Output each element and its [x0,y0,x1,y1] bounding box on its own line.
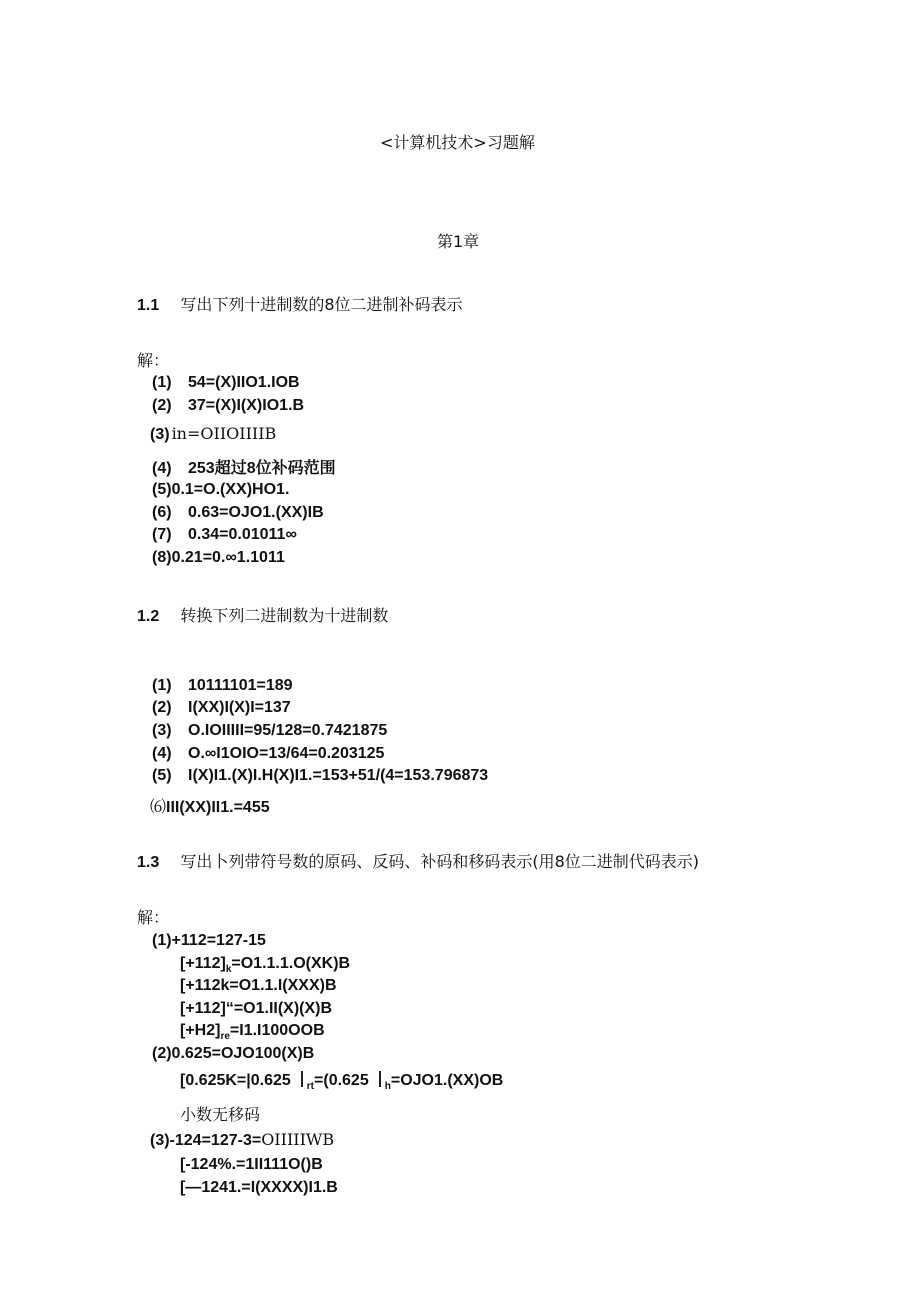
list-item: (1) 54=(X)IIO1.IOB [152,374,300,391]
solution-label: 解： [137,351,170,370]
list-item: (7) 0.34=0.01011∞ [152,526,297,543]
list-item: (5) I(X)I1.(X)I.H(X)I1.=153+51/(4=153.796873 [152,767,489,784]
vertical-bar [301,1071,303,1087]
list-item: (6) 0.63=OJO1.(XX)IB [152,504,324,521]
list-item: (3) in=OIIOIIIIB [150,424,277,443]
problem-2-line: [0.625K=|0.625 $_{rt}$=(0.625 $_h$=OJO1.(XX)OB [180,1072,504,1093]
problem-2-head: (2)0.625=OJO100(X)B [152,1045,315,1062]
problem-1-line: $[+112]_k=O1.1.1.O(XK)B$ [180,955,351,976]
list-item: (5)0.1=O.(XX)HO1. [152,481,290,498]
section-title: 转换下列二进制数为十进制数 [180,606,389,625]
problem-1-head: (1)+112=127-15 [152,932,266,949]
section-title: 写出下列十进制数的8位二进制补码表示 [180,295,463,314]
problem-2-note: 小数无移码 [180,1105,261,1124]
section-1-3-heading [137,849,699,872]
section-1-1-heading [137,292,463,315]
list-item: ⑹III(XX)II1.=455 [150,797,270,816]
list-item: (2) I(XX)I(X)I=137 [152,699,291,716]
list-item: (2) 37=(X)I(X)IO1.B [152,397,305,414]
problem-1-line: [+112]“=O1.II(X)(X)B [180,1000,333,1017]
chapter-heading: 第1章 [437,232,480,251]
list-item: (4) 253超过8位补码范围 [152,460,336,477]
problem-1-line: [+112k=O1.1.I(XXX)B [180,977,337,994]
section-number: 1.3 [137,854,160,871]
problem-3-line: [-124%.=1II111O()B [180,1156,323,1173]
problem-1-line: $[+H2]_{re}=I1.I100OOB$ [180,1022,325,1043]
section-number: 1.1 [137,297,160,314]
problem-3-head: (3)-124=127-3=OIIIIIWB [150,1130,335,1149]
problem-3-line: [—1241.=I(XXXX)I1.B [180,1179,338,1196]
list-item: (8)0.21=0.∞1.1011 [152,549,285,566]
list-item: (3) O.IOIIIII=95/128=0.7421875 [152,722,388,739]
list-item: (1) 10111101=189 [152,677,293,694]
document-title: <计算机技术>习题解 [380,133,535,152]
section-1-2-heading [137,603,388,626]
vertical-bar [379,1071,381,1087]
section-number: 1.2 [137,608,160,625]
list-item: (4) O.∞I1OIO=13/64=0.203125 [152,745,385,762]
solution-label: 解： [137,908,170,927]
section-title: 写出卜列带符号数的原码、反码、补码和移码表示(用8位二进制代码表示) [180,852,700,871]
